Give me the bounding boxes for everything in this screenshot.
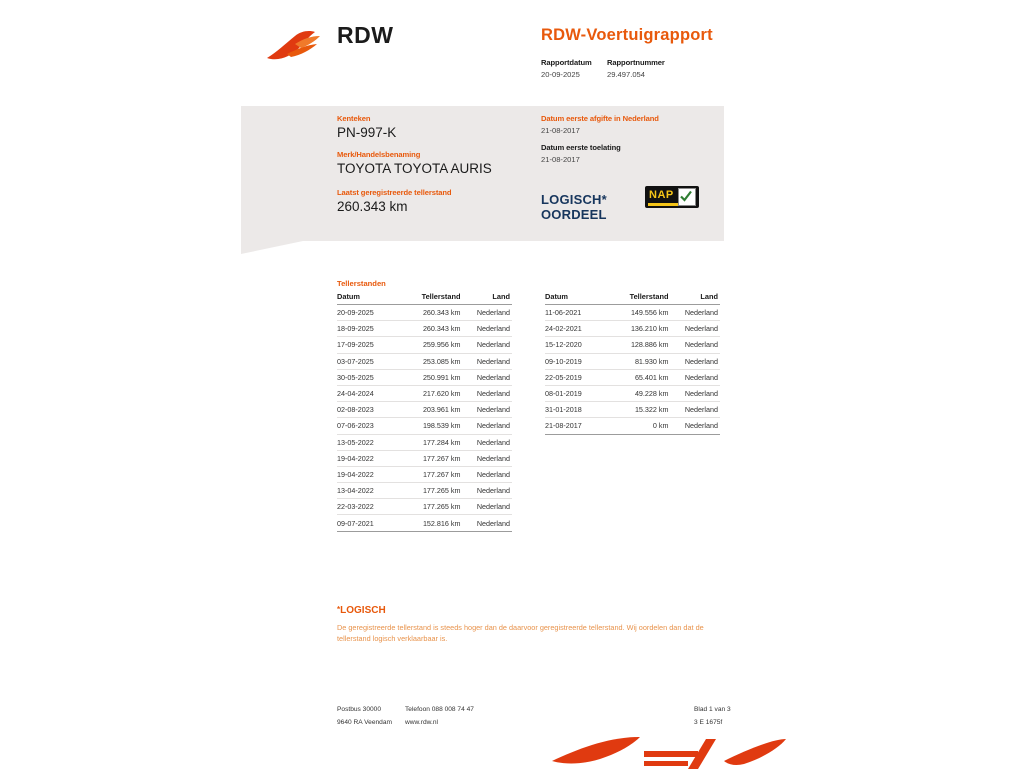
- cell-datum: 03-07-2025: [337, 353, 398, 369]
- cell-tellerstand: 152.816 km: [398, 515, 460, 531]
- cell-datum: 20-09-2025: [337, 305, 398, 321]
- cell-tellerstand: 177.265 km: [398, 483, 460, 499]
- rdw-logo: [265, 22, 395, 68]
- panel-notch-decoration: [241, 241, 303, 254]
- cell-tellerstand: 149.556 km: [606, 305, 668, 321]
- vehicle-summary-left: [337, 114, 527, 214]
- cell-land: Nederland: [669, 321, 721, 337]
- cell-tellerstand: 65.401 km: [606, 369, 668, 385]
- footer-address-line-2: 9640 RA Veendam: [337, 719, 392, 726]
- table-row: [545, 385, 720, 401]
- cell-datum: 08-01-2019: [545, 385, 606, 401]
- logisch-label: LOGISCH: [340, 605, 386, 616]
- table-row: [337, 434, 512, 450]
- column-header-datum: Datum: [337, 292, 398, 305]
- table-row: [337, 385, 512, 401]
- cell-land: Nederland: [461, 450, 513, 466]
- cell-datum: 09-07-2021: [337, 515, 398, 531]
- cell-land: Nederland: [669, 305, 721, 321]
- table-row: [337, 450, 512, 466]
- table-header-row: [337, 292, 512, 305]
- cell-tellerstand: 81.930 km: [606, 353, 668, 369]
- tellerstanden-table-left: [337, 292, 512, 532]
- cell-datum: 11-06-2021: [545, 305, 606, 321]
- meta-label: Rapportnummer: [607, 58, 665, 67]
- footer-page-number: Blad 1 van 3: [694, 706, 731, 713]
- cell-land: Nederland: [461, 337, 513, 353]
- nap-underline: [648, 203, 678, 206]
- cell-tellerstand: 203.961 km: [398, 402, 460, 418]
- cell-tellerstand: 0 km: [606, 418, 668, 434]
- cell-land: Nederland: [461, 483, 513, 499]
- cell-datum: 13-04-2022: [337, 483, 398, 499]
- table-row: [545, 337, 720, 353]
- cell-tellerstand: 128.886 km: [606, 337, 668, 353]
- cell-tellerstand: 217.620 km: [398, 385, 460, 401]
- footer-phone: Telefoon 088 008 74 47: [405, 706, 474, 713]
- cell-datum: 17-09-2025: [337, 337, 398, 353]
- eerste-toelating-label: Datum eerste toelating: [541, 143, 621, 152]
- cell-land: Nederland: [461, 466, 513, 482]
- eerste-afgifte-label: Datum eerste afgifte in Nederland: [541, 114, 659, 123]
- table-row: [545, 369, 720, 385]
- table-row: [337, 337, 512, 353]
- cell-datum: 02-08-2023: [337, 402, 398, 418]
- verdict-line-2: OORDEEL: [541, 207, 607, 222]
- cell-land: Nederland: [461, 418, 513, 434]
- cell-datum: 19-04-2022: [337, 466, 398, 482]
- footer-address-line-1: Postbus 30000: [337, 706, 381, 713]
- column-header-tellerstand: Tellerstand: [606, 292, 668, 305]
- table-row: [337, 418, 512, 434]
- table-row: [545, 402, 720, 418]
- cell-land: Nederland: [461, 369, 513, 385]
- column-header-datum: Datum: [545, 292, 606, 305]
- footer-form-code: 3 E 1675f: [694, 719, 723, 726]
- column-header-tellerstand: Tellerstand: [398, 292, 460, 305]
- cell-tellerstand: 259.956 km: [398, 337, 460, 353]
- page-title: RDW-Voertuigrapport: [541, 26, 713, 44]
- meta-rapportdatum: [541, 58, 607, 79]
- cell-tellerstand: 136.210 km: [606, 321, 668, 337]
- footer-pageinfo: [694, 703, 754, 729]
- cell-land: Nederland: [461, 321, 513, 337]
- cell-datum: 07-06-2023: [337, 418, 398, 434]
- cell-land: Nederland: [461, 353, 513, 369]
- table-header-row: [545, 292, 720, 305]
- kenteken-label: Kenteken: [337, 114, 371, 123]
- cell-land: Nederland: [461, 499, 513, 515]
- table-row: [337, 305, 512, 321]
- cell-datum: 31-01-2018: [545, 402, 606, 418]
- cell-tellerstand: 250.991 km: [398, 369, 460, 385]
- table-row: [337, 466, 512, 482]
- meta-label: Rapportdatum: [541, 58, 592, 67]
- cell-datum: 22-05-2019: [545, 369, 606, 385]
- cell-datum: 09-10-2019: [545, 353, 606, 369]
- cell-tellerstand: 177.265 km: [398, 499, 460, 515]
- verdict-line-1: LOGISCH*: [541, 192, 607, 207]
- table-row: [337, 499, 512, 515]
- rdw-logo-icon: [265, 30, 327, 64]
- table-row: [337, 369, 512, 385]
- tellerstanden-table-right: [545, 292, 720, 435]
- logisch-note: [337, 605, 737, 644]
- merk-label: Merk/Handelsbenaming: [337, 150, 421, 159]
- logisch-note-body: De geregistreerde tellerstand is steeds hoger dan de daarvoor geregistreerde tellerstand. Wij oordelen dan dat de tellerstand logisch verklaarbaar is.: [337, 623, 704, 643]
- cell-datum: 15-12-2020: [545, 337, 606, 353]
- merk-value: TOYOTA TOYOTA AURIS: [337, 161, 492, 176]
- kenteken-value: PN-997-K: [337, 125, 397, 140]
- eerste-afgifte-value: 21-08-2017: [541, 126, 580, 135]
- table-row: [337, 483, 512, 499]
- cell-datum: 13-05-2022: [337, 434, 398, 450]
- cell-tellerstand: 177.284 km: [398, 434, 460, 450]
- check-icon: [678, 188, 696, 206]
- cell-tellerstand: 49.228 km: [606, 385, 668, 401]
- rdw-bottom-graphic-icon: [548, 735, 788, 771]
- table-row: [337, 321, 512, 337]
- table-row: [545, 418, 720, 434]
- meta-rapportnummer: [607, 58, 727, 79]
- cell-tellerstand: 177.267 km: [398, 466, 460, 482]
- verdict-text: [541, 192, 607, 222]
- table-row: [545, 353, 720, 369]
- cell-land: Nederland: [461, 385, 513, 401]
- cell-land: Nederland: [669, 402, 721, 418]
- table-row: [337, 353, 512, 369]
- cell-land: Nederland: [669, 337, 721, 353]
- cell-tellerstand: 198.539 km: [398, 418, 460, 434]
- meta-value: 29.497.054: [607, 70, 646, 79]
- logisch-note-title: [337, 605, 737, 616]
- cell-tellerstand: 260.343 km: [398, 305, 460, 321]
- meta-value: 20-09-2025: [541, 70, 580, 79]
- table-row: [545, 305, 720, 321]
- cell-land: Nederland: [669, 369, 721, 385]
- cell-land: Nederland: [669, 385, 721, 401]
- footer-website[interactable]: www.rdw.nl: [405, 719, 438, 726]
- footer-address: [337, 703, 399, 729]
- cell-land: Nederland: [461, 515, 513, 531]
- cell-datum: 21-08-2017: [545, 418, 606, 434]
- tellerstanden-heading: Tellerstanden: [337, 279, 386, 288]
- footer-contact-details: [405, 703, 515, 729]
- report-meta: [541, 58, 801, 79]
- column-header-land: Land: [461, 292, 513, 305]
- nap-badge: [645, 186, 699, 208]
- cell-land: Nederland: [669, 418, 721, 434]
- table-row: [545, 321, 720, 337]
- cell-land: Nederland: [461, 402, 513, 418]
- eerste-toelating-value: 21-08-2017: [541, 155, 580, 164]
- cell-land: Nederland: [669, 353, 721, 369]
- cell-land: Nederland: [461, 305, 513, 321]
- cell-land: Nederland: [461, 434, 513, 450]
- column-header-land: Land: [669, 292, 721, 305]
- rdw-wordmark: RDW: [337, 22, 394, 48]
- laatste-tellerstand-value: 260.343 km: [337, 199, 408, 214]
- laatste-tellerstand-label: Laatst geregistreerde tellerstand: [337, 188, 452, 197]
- cell-datum: 19-04-2022: [337, 450, 398, 466]
- asterisk-marker: *: [337, 605, 341, 614]
- cell-datum: 24-04-2024: [337, 385, 398, 401]
- cell-tellerstand: 253.085 km: [398, 353, 460, 369]
- nap-label: NAP: [649, 189, 674, 201]
- cell-datum: 22-03-2022: [337, 499, 398, 515]
- table-row: [337, 402, 512, 418]
- vehicle-summary-right: [541, 114, 721, 164]
- cell-datum: 24-02-2021: [545, 321, 606, 337]
- cell-datum: 18-09-2025: [337, 321, 398, 337]
- cell-tellerstand: 15.322 km: [606, 402, 668, 418]
- cell-datum: 30-05-2025: [337, 369, 398, 385]
- table-row: [337, 515, 512, 531]
- cell-tellerstand: 177.267 km: [398, 450, 460, 466]
- cell-tellerstand: 260.343 km: [398, 321, 460, 337]
